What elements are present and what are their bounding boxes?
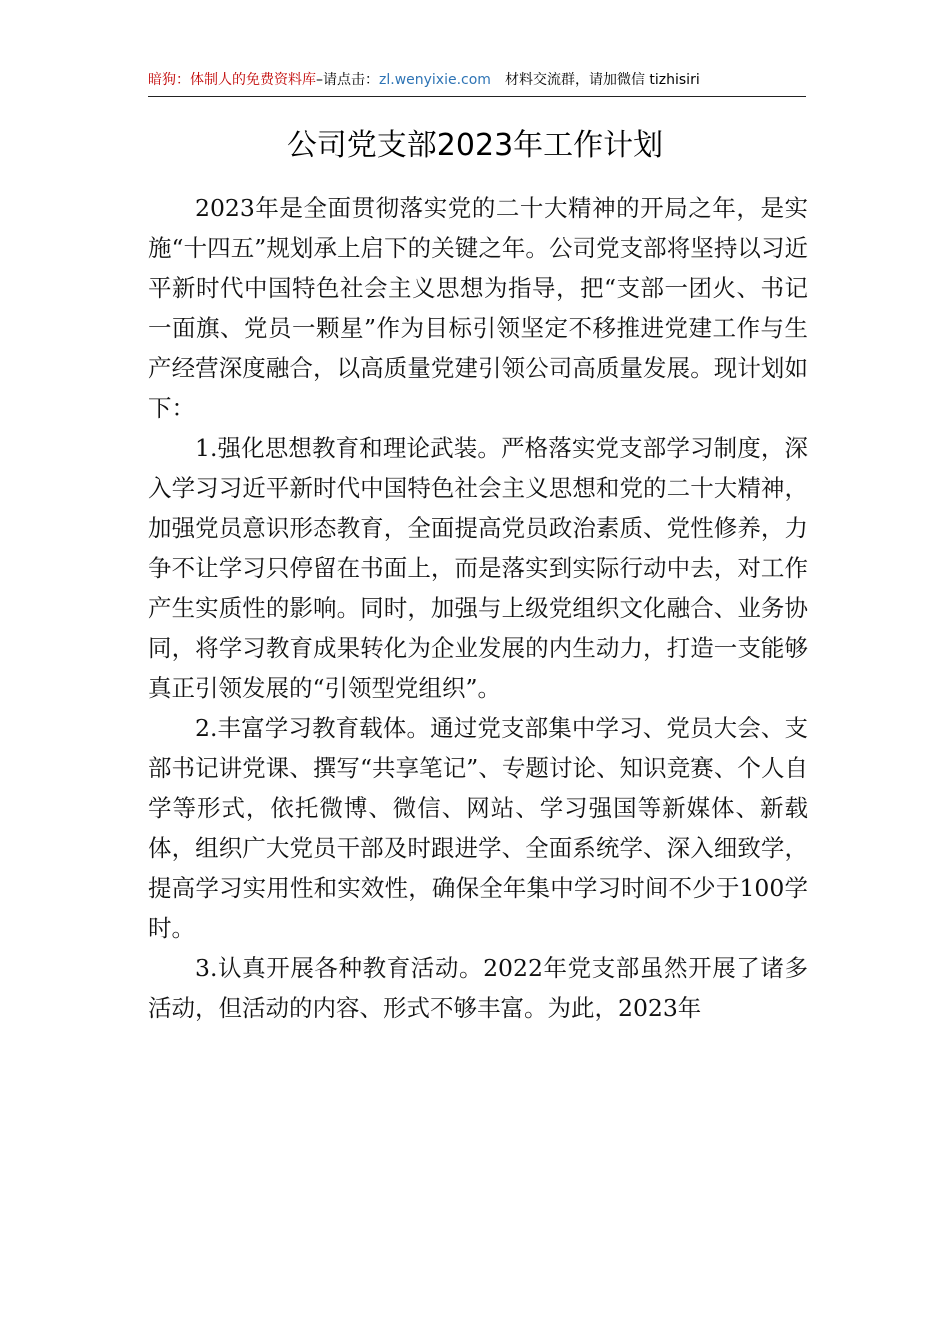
header-url-link[interactable]: zl.wenyixie.com: [379, 72, 491, 88]
document-body: [148, 188, 808, 1028]
paragraph-intro: 2023年是全面贯彻落实党的二十大精神的开局之年，是实施“十四五”规划承上启下的关键之年。公司党支部将坚持以习近平新时代中国特色社会主义思想为指导，把“支部一团火、书记一面旗、党员一颗星”作为目标引领坚定不移推进党建工作与生产经营深度融合，以高质量党建引领公司高质量发展。现计划如下：: [148, 194, 808, 422]
paragraph-item-3: 3.认真开展各种教育活动。2022年党支部虽然开展了诸多活动，但活动的内容、形式不够丰富。为此，2023年: [148, 954, 808, 1022]
document-title: 公司党支部2023年工作计划: [286, 128, 664, 163]
paragraph-item-2: 2.丰富学习教育载体。通过党支部集中学习、党员大会、支部书记讲党课、撰写“共享笔记”、专题讨论、知识竞赛、个人自学等形式，依托微博、微信、网站、学习强国等新媒体、新载体，组织广大党员干部及时跟进学、全面系统学、深入细致学，提高学习实用性和实效性，确保全年集中学习时间不少于100学时。: [148, 714, 808, 942]
page-header: [148, 66, 806, 97]
header-contact-text: 材料交流群，请加微信 tizhisiri: [504, 72, 700, 88]
header-brand-text: 暗狗：体制人的免费资料库: [148, 72, 316, 88]
header-prompt-text: –请点击：: [316, 72, 379, 88]
paragraph-item-1: 1.强化思想教育和理论武装。严格落实党支部学习制度，深入学习习近平新时代中国特色社会主义思想和党的二十大精神，加强党员意识形态教育，全面提高党员政治素质、党性修养，力争不让学习只停留在书面上，而是落实到实际行动中去，对工作产生实质性的影响。同时，加强与上级党组织文化融合、业务协同，将学习教育成果转化为企业发展的内生动力，打造一支能够真正引领发展的“引领型党组织”。: [148, 434, 808, 702]
